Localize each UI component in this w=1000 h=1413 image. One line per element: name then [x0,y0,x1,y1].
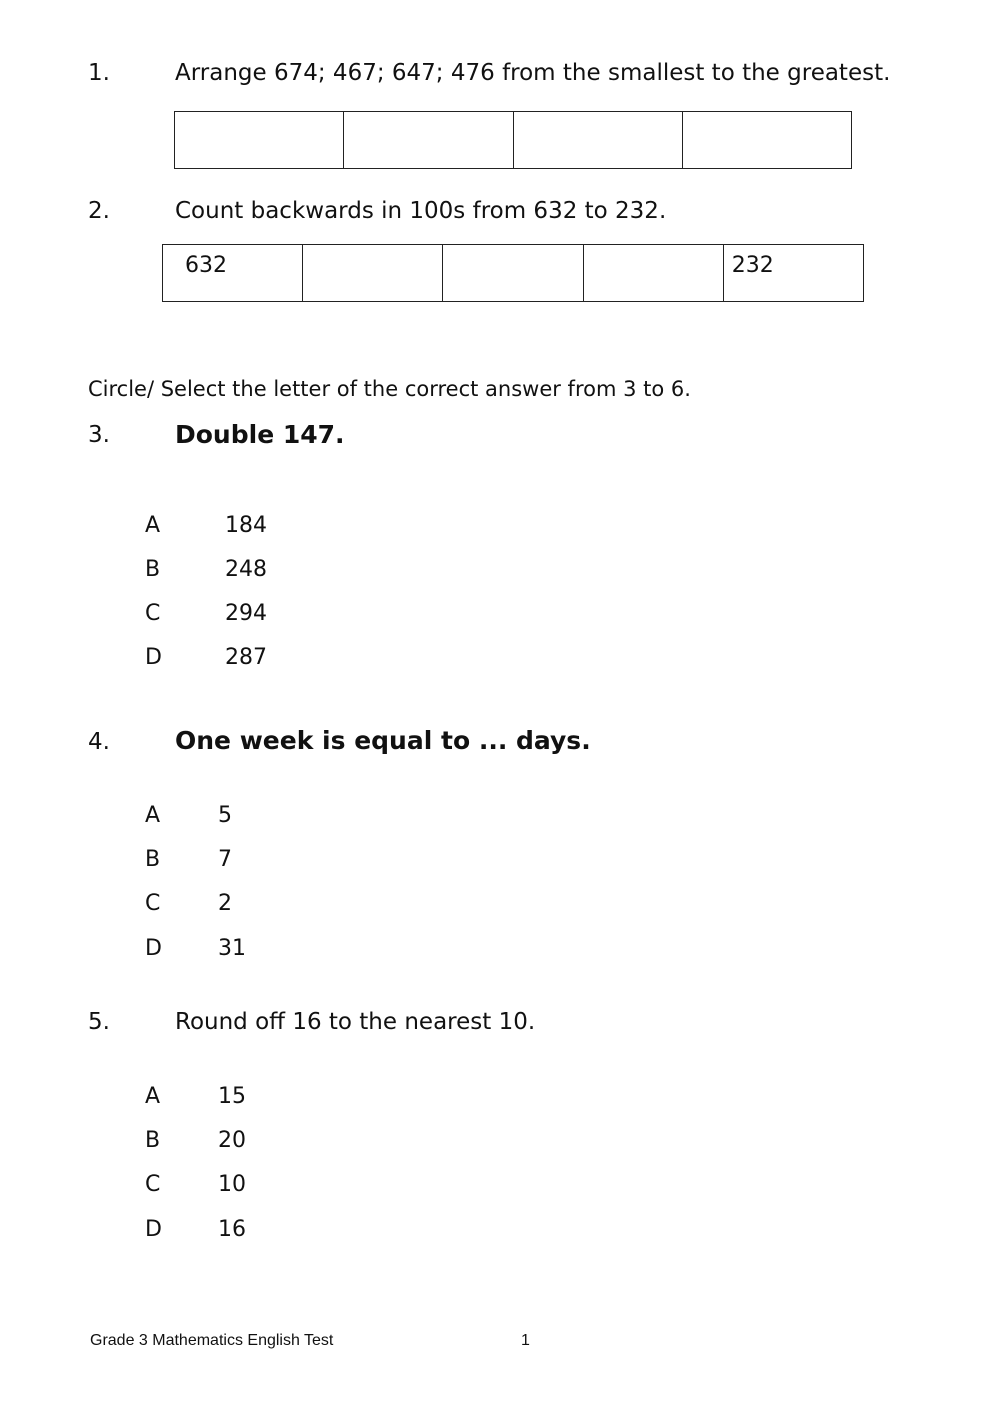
q5-option-value-b[interactable]: 20 [218,1128,246,1153]
q5-number: 5. [88,1009,110,1035]
q3-option-value-c[interactable]: 294 [225,601,267,626]
instruction-text: Circle/ Select the letter of the correct answer from 3 to 6. [88,377,691,401]
q2-box-end: 232 [723,245,863,302]
q3-text: Double 147. [175,420,345,449]
q5-option-value-d[interactable]: 16 [218,1217,246,1242]
q1-answer-box[interactable] [344,112,513,169]
q3-option-value-a[interactable]: 184 [225,513,267,538]
q3-option-letter-d[interactable]: D [145,645,162,670]
q3-number: 3. [88,422,110,448]
q4-option-value-a[interactable]: 5 [218,803,232,828]
q1-answer-box[interactable] [682,112,851,169]
q2-text: Count backwards in 100s from 632 to 232. [175,198,667,224]
q5-option-letter-d[interactable]: D [145,1217,162,1242]
q1-answer-box[interactable] [175,112,344,169]
q3-option-value-d[interactable]: 287 [225,645,267,670]
q2-answer-box[interactable] [583,245,723,302]
q4-number: 4. [88,729,110,755]
q5-text: Round off 16 to the nearest 10. [175,1009,536,1035]
q2-box-start: 632 [163,245,303,302]
q4-option-value-b[interactable]: 7 [218,847,232,872]
q5-option-letter-a[interactable]: A [145,1084,161,1109]
q3-option-letter-a[interactable]: A [145,513,161,538]
q1-answer-table [174,111,852,169]
q2-answer-box[interactable] [443,245,583,302]
q4-option-value-d[interactable]: 31 [218,936,246,961]
q3-option-value-b[interactable]: 248 [225,557,267,582]
footer-title: Grade 3 Mathematics English Test [90,1332,334,1349]
q4-option-letter-c[interactable]: C [145,891,161,916]
q1-text: Arrange 674; 467; 647; 476 from the smallest to the greatest. [175,60,891,86]
q5-option-letter-c[interactable]: C [145,1172,161,1197]
q3-option-letter-b[interactable]: B [145,557,161,582]
q2-number: 2. [88,198,110,224]
q5-option-value-a[interactable]: 15 [218,1084,246,1109]
q2-answer-table [162,244,864,302]
q4-option-letter-d[interactable]: D [145,936,162,961]
q4-text: One week is equal to ... days. [175,726,591,755]
q1-number: 1. [88,60,110,86]
q4-option-letter-a[interactable]: A [145,803,161,828]
q4-option-letter-b[interactable]: B [145,847,161,872]
q3-option-letter-c[interactable]: C [145,601,161,626]
q2-answer-box[interactable] [303,245,443,302]
q4-option-value-c[interactable]: 2 [218,891,232,916]
q5-option-value-c[interactable]: 10 [218,1172,246,1197]
q1-answer-box[interactable] [513,112,682,169]
q5-option-letter-b[interactable]: B [145,1128,161,1153]
page-number: 1 [521,1332,530,1349]
